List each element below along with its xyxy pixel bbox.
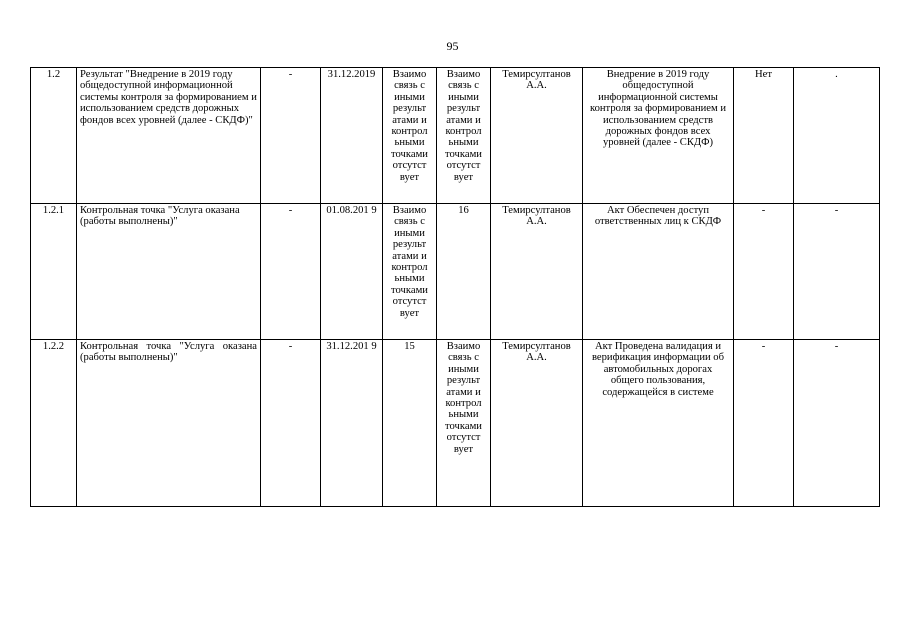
row-date: 01.08.201 9 xyxy=(321,204,383,340)
result-description: Внедрение в 2019 году общедоступной информационной системы контроля за формированием и использованием средств дорожных фондов всех уровней (далее - СКДФ) xyxy=(583,68,734,204)
control-points-table xyxy=(30,67,880,507)
flag-cell: Нет xyxy=(734,68,794,204)
responsible-person: Темирсултанов А.А. xyxy=(491,204,583,340)
relation-cell: Взаимо связь с иными результ атами и контрол ьными точками отсутст вует xyxy=(383,68,437,204)
table-row xyxy=(31,340,880,507)
note-cell: - xyxy=(794,340,880,507)
cell-dash: - xyxy=(261,340,321,507)
note-cell: . xyxy=(794,68,880,204)
row-date: 31.12.201 9 xyxy=(321,340,383,507)
flag-cell: - xyxy=(734,204,794,340)
row-number: 1.2.2 xyxy=(31,340,77,507)
row-number: 1.2 xyxy=(31,68,77,204)
cell-dash: - xyxy=(261,68,321,204)
row-number: 1.2.1 xyxy=(31,204,77,340)
row-title: Контрольная точка "Услуга оказана (работы выполнены)" xyxy=(77,204,261,340)
result-description: Акт Проведена валидация и верификация информации об автомобильных дорогах общего пользования, содержащейся в системе xyxy=(583,340,734,507)
responsible-person: Темирсултанов А.А. xyxy=(491,68,583,204)
relation-cell: 16 xyxy=(437,204,491,340)
relation-cell: 15 xyxy=(383,340,437,507)
note-cell: - xyxy=(794,204,880,340)
cell-dash: - xyxy=(261,204,321,340)
relation-cell: Взаимо связь с иными результ атами и контрол ьными точками отсутст вует xyxy=(383,204,437,340)
row-date: 31.12.2019 xyxy=(321,68,383,204)
table-row xyxy=(31,204,880,340)
result-description: Акт Обеспечен доступ ответственных лиц к СКДФ xyxy=(583,204,734,340)
responsible-person: Темирсултанов А.А. xyxy=(491,340,583,507)
table-row xyxy=(31,68,880,204)
flag-cell: - xyxy=(734,340,794,507)
relation-cell: Взаимо связь с иными результ атами и контрол ьными точками отсутст вует xyxy=(437,340,491,507)
row-title: Контрольная точка "Услуга оказана (работы выполнены)" xyxy=(77,340,261,507)
row-title: Результат "Внедрение в 2019 году общедоступной информационной системы контроля за формированием и использованием средств дорожных фондов всех уровней (далее - СКДФ)" xyxy=(77,68,261,204)
page-number: 95 xyxy=(446,39,459,53)
relation-cell: Взаимо связь с иными результ атами и контрол ьными точками отсутст вует xyxy=(437,68,491,204)
